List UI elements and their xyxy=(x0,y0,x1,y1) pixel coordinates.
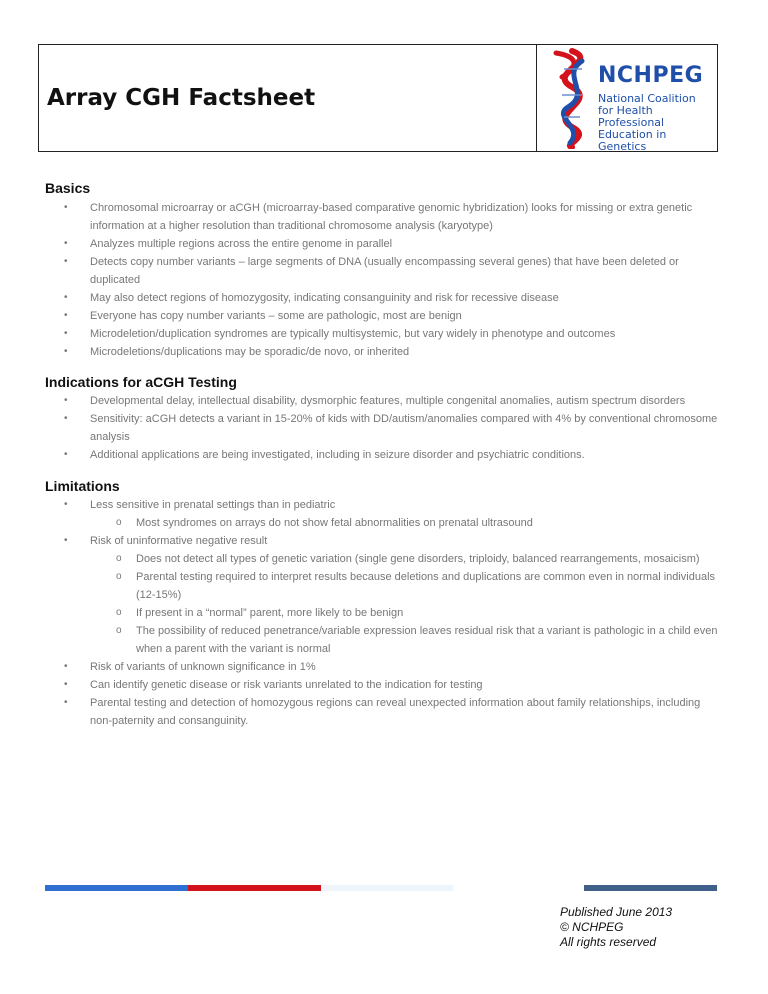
rights-notice: All rights reserved xyxy=(560,935,657,949)
header-divider xyxy=(536,45,537,151)
list-item xyxy=(62,532,722,658)
list-item: • Sensitivity: aCGH detects a variant in 15-20% of kids with DD/autism/anomalies compared with 4% by conventional chromosome analysis xyxy=(62,410,722,446)
sub-list-item: o Most syndromes on arrays do not show fetal abnormalities on prenatal ultrasound xyxy=(90,514,722,532)
sub-list xyxy=(90,514,722,532)
copyright: © NCHPEG xyxy=(560,920,624,934)
list-item: • May also detect regions of homozygosity, indicating consanguinity and risk for recessive disease xyxy=(62,289,722,307)
list-item: • Microdeletion/duplication syndromes are typically multisystemic, but vary widely in phenotype and outcomes xyxy=(62,325,722,343)
nchpeg-logo xyxy=(542,47,716,153)
sub-list xyxy=(90,550,722,658)
logo-sub-line: National Coalition xyxy=(598,92,696,105)
logo-name: NCHPEG xyxy=(598,63,704,88)
limitations-list xyxy=(62,496,722,730)
indications-list xyxy=(62,392,722,464)
list-item: • Additional applications are being investigated, including in seizure disorder and psychiatric conditions. xyxy=(62,446,722,464)
sub-list-item: o The possibility of reduced penetrance/variable expression leaves residual risk that a variant is pathologic in a child even when a parent with the variant is normal xyxy=(90,622,722,658)
publication-info xyxy=(560,905,672,950)
section-heading-basics: Basics xyxy=(45,180,91,196)
footer-bar-light xyxy=(321,885,453,891)
logo-sub-line: Education in Genetics xyxy=(598,128,667,153)
list-item-text: Less sensitive in prenatal settings than in pediatric xyxy=(90,499,336,511)
logo-subtitle xyxy=(598,93,716,153)
section-heading-limitations: Limitations xyxy=(45,478,120,494)
section-heading-indications: Indications for aCGH Testing xyxy=(45,374,237,390)
footer-bar-slate xyxy=(584,885,717,891)
list-item xyxy=(62,496,722,532)
page-title: Array CGH Factsheet xyxy=(47,85,316,111)
dna-helix-icon xyxy=(542,47,602,149)
footer-bar-blue xyxy=(45,885,188,891)
sub-list-item: o Does not detect all types of genetic variation (single gene disorders, triploidy, balanced rearrangements, mosaicism) xyxy=(90,550,722,568)
list-item: • Everyone has copy number variants – some are pathologic, most are benign xyxy=(62,307,722,325)
list-item: • Analyzes multiple regions across the entire genome in parallel xyxy=(62,235,722,253)
list-item: • Can identify genetic disease or risk variants unrelated to the indication for testing xyxy=(62,676,722,694)
list-item: • Developmental delay, intellectual disability, dysmorphic features, multiple congenital anomalies, autism spectrum disorders xyxy=(62,392,722,410)
list-item: • Microdeletions/duplications may be sporadic/de novo, or inherited xyxy=(62,343,722,361)
footer-bar-red xyxy=(188,885,321,891)
list-item: • Detects copy number variants – large segments of DNA (usually encompassing several genes) that have been deleted or duplicated xyxy=(62,253,722,289)
basics-list xyxy=(62,199,722,361)
list-item: • Parental testing and detection of homozygous regions can reveal unexpected information about family relationships, including non-paternity and consanguinity. xyxy=(62,694,722,730)
sub-list-item: o If present in a “normal” parent, more likely to be benign xyxy=(90,604,722,622)
list-item: • Chromosomal microarray or aCGH (microarray-based comparative genomic hybridization) looks for missing or extra genetic information at a higher resolution than traditional chromosome analysis (karyotype) xyxy=(62,199,722,235)
published-date: Published June 2013 xyxy=(560,905,673,919)
list-item: • Risk of variants of unknown significance in 1% xyxy=(62,658,722,676)
list-item-text: Risk of uninformative negative result xyxy=(90,535,268,547)
sub-list-item: o Parental testing required to interpret results because deletions and duplications are common even in normal individuals (12-15%) xyxy=(90,568,722,604)
header-box xyxy=(38,44,718,152)
logo-sub-line: for Health Professional xyxy=(598,104,665,129)
